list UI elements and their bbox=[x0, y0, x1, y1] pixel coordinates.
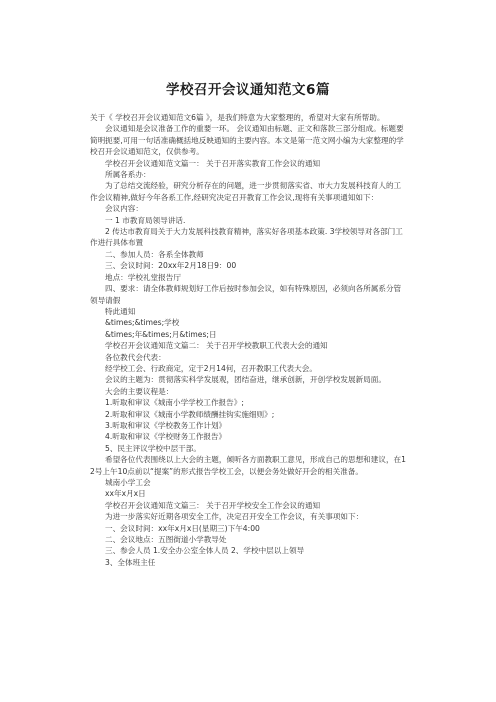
paragraph: 所属各系办： bbox=[105, 170, 151, 180]
paragraph: 经学校工会、行政商定，定于2月14何，召开教职工代表大会。 bbox=[105, 363, 317, 373]
paragraph: 5、民主评议学校中层干部。 bbox=[105, 443, 201, 453]
paragraph: 学校召开会议通知范文篇一： 关于召开落实教育工作会议的通知 bbox=[105, 158, 321, 168]
paragraph: 学校召开会议通知范文篇二： 关于召开学校教职工代表大会的通知 bbox=[105, 341, 328, 351]
paragraph: 4.听取和审议《学校财务工作报告》 bbox=[105, 432, 227, 442]
document-body bbox=[90, 112, 408, 568]
document-title: 学校召开会议通知范文6篇 bbox=[166, 82, 330, 98]
paragraph: 三、会议时间：20xx年2月18日9：00 bbox=[105, 261, 237, 271]
paragraph: 为进一步落实好近期各项安全工作，决定召开安全工作会议，有关事项如下： bbox=[105, 512, 364, 522]
paragraph: 三、参会人员 1.安全办公室全体人员 2、学校中层以上领导 bbox=[105, 546, 305, 556]
paragraph: 2.听取和审议《城南小学教师绩酬挂钩实施细则》; bbox=[105, 409, 275, 419]
paragraph: 会议内容： bbox=[105, 204, 143, 214]
paragraph: 一、会议时间：xx年x月x日(星期三)下午4:00 bbox=[105, 523, 260, 533]
paragraph: &times;&times;学校 bbox=[105, 318, 180, 328]
paragraph: xx年x月x日 bbox=[105, 489, 146, 499]
paragraph: 希望各位代表围绕以上大会的主题，倾听各方面教职工意见，形成自己的思想和建议，在12号上午10点前以“提案”的形式报告学校工会，以便会务处做好开会的相关准备。 bbox=[90, 455, 406, 476]
paragraph: 四、要求：请全体教师规划好工作后按时参加会议，如有特殊原因，必须向各所属系分管领导请假 bbox=[90, 284, 402, 305]
paragraph: 2 传达市教育局关于大力发展科技教育精神，落实好各项基本政策. 3学校领导对各部门工作进行具体布置 bbox=[90, 227, 403, 248]
paragraph: 会议的主题为：贯彻落实科学发展观，团结奋进，继承创新，开创学校发展新局面。 bbox=[105, 375, 386, 385]
paragraph: 大会的主要议程是： bbox=[105, 386, 174, 396]
paragraph: 一 1 市教育局领导讲话. bbox=[105, 215, 186, 225]
paragraph: 各位教代会代表： bbox=[105, 352, 166, 362]
paragraph: 会议通知是会议准备工作的重要一环。 会议通知由标题、正文和落款三部分组成。标题要简明扼要,可用一句话准确概括地反映通知的主要内容。本文是第一范文网小编为大家整理的学校召开会议通知范文，仅供参考。 bbox=[90, 124, 404, 157]
paragraph: 学校召开会议通知范文篇三： 关于召开学校安全工作会议的通知 bbox=[105, 500, 321, 510]
paragraph: 特此通知 bbox=[105, 306, 136, 316]
paragraph: 地点：学校礼堂报告厅 bbox=[105, 272, 181, 282]
paragraph: 二、会议地点：五图街道小学教导处 bbox=[105, 535, 227, 545]
paragraph: 城南小学工会 bbox=[105, 478, 151, 487]
paragraph: 为了总结交流经验，研究分析存在的问题，进一步贯彻落实省、市大力发展科技育人的工作会议精神,做好今年各系工作,经研究决定召开教育工作会议,现将有关事项通知如下： bbox=[90, 181, 402, 202]
paragraph: 3.听取和审议《学校教务工作计划》 bbox=[105, 420, 227, 430]
paragraph: 二、参加人员：各系全体教师 bbox=[105, 249, 204, 259]
paragraph: 1.听取和审议《城南小学学校工作报告》; bbox=[105, 398, 244, 408]
paragraph: 3、全体班主任 bbox=[105, 557, 156, 567]
paragraph: 关于《 学校召开会议通知范文6篇 》，是我们特意为大家整理的，希望对大家有所帮助。 bbox=[90, 113, 385, 122]
paragraph: &times;年&times;月&times;日 bbox=[105, 329, 217, 339]
